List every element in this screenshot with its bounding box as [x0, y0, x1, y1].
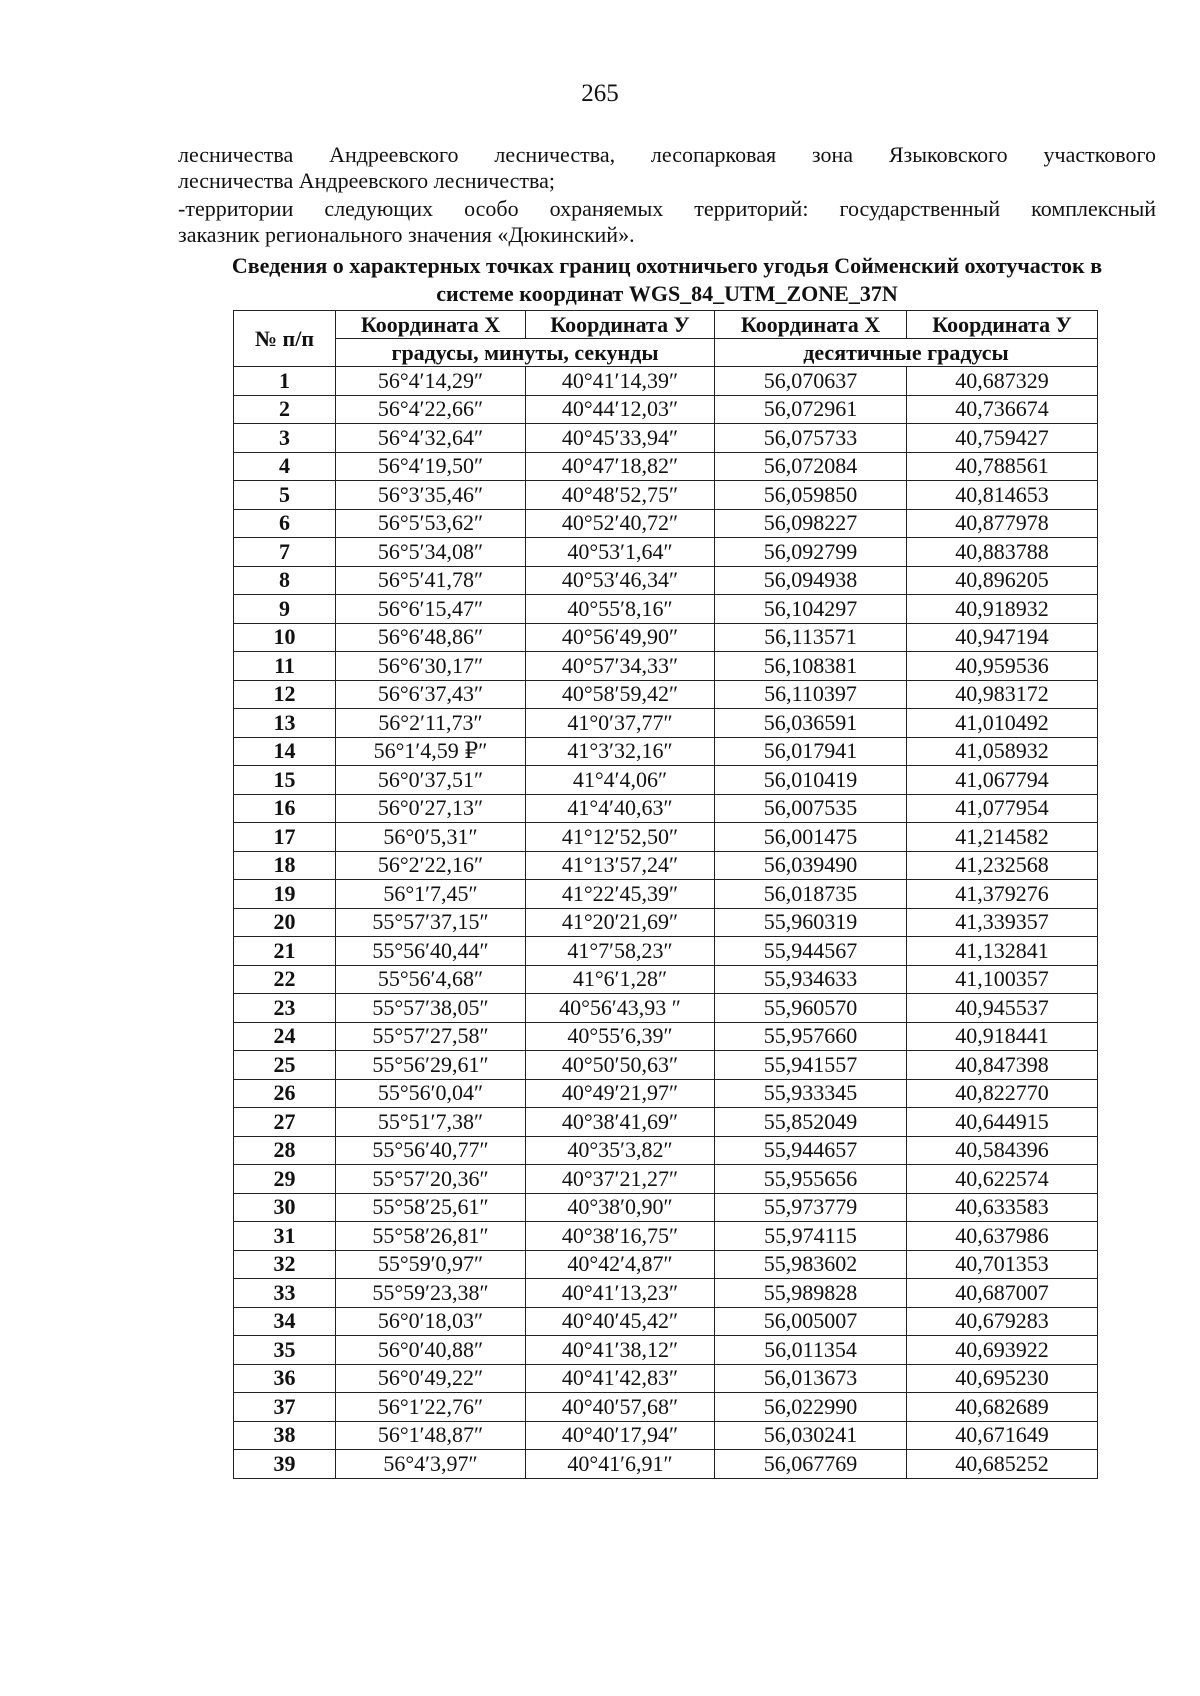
x-dms-cell: 56°6′37,43″ — [336, 680, 526, 709]
point-number-cell: 22 — [234, 965, 336, 994]
x-dms-cell: 55°59′23,38″ — [336, 1279, 526, 1308]
y-dms-cell: 40°42′4,87″ — [526, 1250, 715, 1279]
header-units-row — [234, 339, 1098, 367]
point-number-cell: 10 — [234, 623, 336, 652]
table-row — [234, 1393, 1098, 1422]
x-dms-cell: 56°6′30,17″ — [336, 652, 526, 681]
x-decimal-cell: 56,017941 — [715, 737, 907, 766]
y-decimal-cell: 41,214582 — [907, 823, 1098, 852]
x-dms-cell: 56°1′4,59 ₽″ — [336, 737, 526, 766]
y-decimal-cell: 40,671649 — [907, 1421, 1098, 1450]
y-decimal-cell: 40,918932 — [907, 595, 1098, 624]
x-decimal-cell: 56,072961 — [715, 395, 907, 424]
point-number-cell: 4 — [234, 452, 336, 481]
point-number-cell: 11 — [234, 652, 336, 681]
y-dms-cell: 40°52′40,72″ — [526, 509, 715, 538]
table-row — [234, 1336, 1098, 1365]
table-row — [234, 1279, 1098, 1308]
y-decimal-cell: 40,822770 — [907, 1079, 1098, 1108]
x-dms-cell: 56°6′48,86″ — [336, 623, 526, 652]
x-decimal-cell: 56,110397 — [715, 680, 907, 709]
table-row — [234, 709, 1098, 738]
header-row — [234, 311, 1098, 339]
x-decimal-cell: 55,973779 — [715, 1193, 907, 1222]
y-decimal-cell: 41,058932 — [907, 737, 1098, 766]
y-dms-cell: 40°35′3,82″ — [526, 1136, 715, 1165]
x-decimal-cell: 56,011354 — [715, 1336, 907, 1365]
x-decimal-cell: 56,108381 — [715, 652, 907, 681]
point-number-cell: 14 — [234, 737, 336, 766]
table-row — [234, 851, 1098, 880]
y-decimal-cell: 40,584396 — [907, 1136, 1098, 1165]
y-decimal-cell: 40,637986 — [907, 1222, 1098, 1251]
x-dms-cell: 55°57′38,05″ — [336, 994, 526, 1023]
y-dms-cell: 40°53′46,34″ — [526, 566, 715, 595]
heading-line: системе координат WGS_84_UTM_ZONE_37N — [436, 281, 898, 306]
y-decimal-cell: 41,077954 — [907, 794, 1098, 823]
y-decimal-cell: 40,736674 — [907, 395, 1098, 424]
table-row — [234, 766, 1098, 795]
point-number-cell: 28 — [234, 1136, 336, 1165]
point-number-cell: 3 — [234, 424, 336, 453]
y-dms-cell: 40°49′21,97″ — [526, 1079, 715, 1108]
table-row — [234, 1222, 1098, 1251]
y-decimal-cell: 40,959536 — [907, 652, 1098, 681]
x-dms-cell: 56°1′22,76″ — [336, 1393, 526, 1422]
header-x-dms: Координата Х — [336, 311, 526, 339]
x-dms-cell: 55°56′40,77″ — [336, 1136, 526, 1165]
x-decimal-cell: 55,960570 — [715, 994, 907, 1023]
y-decimal-cell: 40,679283 — [907, 1307, 1098, 1336]
x-decimal-cell: 56,022990 — [715, 1393, 907, 1422]
x-dms-cell: 56°5′34,08″ — [336, 538, 526, 567]
coordinates-table — [233, 310, 1098, 1479]
y-decimal-cell: 40,918441 — [907, 1022, 1098, 1051]
x-dms-cell: 56°5′53,62″ — [336, 509, 526, 538]
table-header — [234, 311, 1098, 367]
table-row — [234, 937, 1098, 966]
y-dms-cell: 41°4′4,06″ — [526, 766, 715, 795]
page-number: 265 — [581, 80, 619, 107]
x-dms-cell: 55°57′37,15″ — [336, 908, 526, 937]
y-dms-cell: 41°3′32,16″ — [526, 737, 715, 766]
x-decimal-cell: 56,067769 — [715, 1450, 907, 1479]
x-decimal-cell: 55,941557 — [715, 1051, 907, 1080]
y-dms-cell: 41°20′21,69″ — [526, 908, 715, 937]
x-decimal-cell: 55,934633 — [715, 965, 907, 994]
table-row — [234, 737, 1098, 766]
paragraph-line: лесничества Андреевского лесничества; — [178, 168, 556, 193]
table-row — [234, 595, 1098, 624]
heading-line: Сведения о характерных точках границ охотничьего угодья Сойменский охотучасток в — [231, 253, 1103, 278]
y-dms-cell: 40°41′6,91″ — [526, 1450, 715, 1479]
table-row — [234, 794, 1098, 823]
x-decimal-cell: 56,001475 — [715, 823, 907, 852]
y-dms-cell: 40°48′52,75″ — [526, 481, 715, 510]
y-decimal-cell: 40,945537 — [907, 994, 1098, 1023]
paragraph-forest-districts — [178, 142, 1156, 194]
table-row — [234, 1165, 1098, 1194]
point-number-cell: 24 — [234, 1022, 336, 1051]
x-dms-cell: 56°0′5,31″ — [336, 823, 526, 852]
y-decimal-cell: 40,695230 — [907, 1364, 1098, 1393]
y-dms-cell: 40°57′34,33″ — [526, 652, 715, 681]
x-dms-cell: 56°5′41,78″ — [336, 566, 526, 595]
point-number-cell: 17 — [234, 823, 336, 852]
y-dms-cell: 41°22′45,39″ — [526, 880, 715, 909]
point-number-cell: 13 — [234, 709, 336, 738]
header-y-decimal: Координата У — [907, 311, 1098, 339]
x-decimal-cell: 55,974115 — [715, 1222, 907, 1251]
x-decimal-cell: 55,960319 — [715, 908, 907, 937]
table-row — [234, 823, 1098, 852]
x-decimal-cell: 56,104297 — [715, 595, 907, 624]
y-decimal-cell: 40,693922 — [907, 1336, 1098, 1365]
x-decimal-cell: 55,852049 — [715, 1108, 907, 1137]
paragraph-line: заказник регионального значения «Дюкинский». — [178, 222, 635, 247]
y-decimal-cell: 40,759427 — [907, 424, 1098, 453]
y-decimal-cell: 40,682689 — [907, 1393, 1098, 1422]
table-row — [234, 880, 1098, 909]
table-row — [234, 965, 1098, 994]
y-decimal-cell: 40,687007 — [907, 1279, 1098, 1308]
x-decimal-cell: 56,007535 — [715, 794, 907, 823]
x-dms-cell: 55°57′20,36″ — [336, 1165, 526, 1194]
x-decimal-cell: 56,036591 — [715, 709, 907, 738]
point-number-cell: 1 — [234, 367, 336, 396]
point-number-cell: 36 — [234, 1364, 336, 1393]
y-dms-cell: 41°4′40,63″ — [526, 794, 715, 823]
point-number-cell: 20 — [234, 908, 336, 937]
table-heading — [178, 252, 1156, 308]
x-dms-cell: 56°4′3,97″ — [336, 1450, 526, 1479]
table-row — [234, 1108, 1098, 1137]
x-dms-cell: 56°4′22,66″ — [336, 395, 526, 424]
point-number-cell: 6 — [234, 509, 336, 538]
y-dms-cell: 40°44′12,03″ — [526, 395, 715, 424]
x-decimal-cell: 55,944657 — [715, 1136, 907, 1165]
table-row — [234, 1421, 1098, 1450]
point-number-cell: 32 — [234, 1250, 336, 1279]
x-dms-cell: 56°1′48,87″ — [336, 1421, 526, 1450]
x-decimal-cell: 56,018735 — [715, 880, 907, 909]
y-decimal-cell: 41,132841 — [907, 937, 1098, 966]
point-number-cell: 15 — [234, 766, 336, 795]
x-dms-cell: 56°4′14,29″ — [336, 367, 526, 396]
y-decimal-cell: 40,701353 — [907, 1250, 1098, 1279]
y-dms-cell: 40°45′33,94″ — [526, 424, 715, 453]
table-row — [234, 623, 1098, 652]
x-decimal-cell: 55,957660 — [715, 1022, 907, 1051]
point-number-cell: 21 — [234, 937, 336, 966]
x-decimal-cell: 56,039490 — [715, 851, 907, 880]
y-dms-cell: 41°7′58,23″ — [526, 937, 715, 966]
y-decimal-cell: 40,877978 — [907, 509, 1098, 538]
x-dms-cell: 56°0′37,51″ — [336, 766, 526, 795]
table-row — [234, 481, 1098, 510]
point-number-cell: 27 — [234, 1108, 336, 1137]
y-dms-cell: 41°13′57,24″ — [526, 851, 715, 880]
y-decimal-cell: 41,339357 — [907, 908, 1098, 937]
x-decimal-cell: 55,944567 — [715, 937, 907, 966]
x-dms-cell: 56°4′32,64″ — [336, 424, 526, 453]
y-dms-cell: 40°41′42,83″ — [526, 1364, 715, 1393]
y-dms-cell: 40°38′16,75″ — [526, 1222, 715, 1251]
header-y-dms: Координата У — [526, 311, 715, 339]
y-dms-cell: 41°12′52,50″ — [526, 823, 715, 852]
table-row — [234, 395, 1098, 424]
table-row — [234, 680, 1098, 709]
y-dms-cell: 40°41′13,23″ — [526, 1279, 715, 1308]
y-dms-cell: 40°56′43,93 ″ — [526, 994, 715, 1023]
paragraph-line: -территории следующих особо охраняемых территорий: государственный комплексный — [178, 196, 1156, 221]
x-dms-cell: 55°56′4,68″ — [336, 965, 526, 994]
header-decimal-units: десятичные градусы — [715, 339, 1098, 367]
x-decimal-cell: 56,098227 — [715, 509, 907, 538]
table-row — [234, 652, 1098, 681]
point-number-cell: 30 — [234, 1193, 336, 1222]
table-row — [234, 452, 1098, 481]
header-number: № п/п — [234, 311, 336, 367]
x-dms-cell: 55°56′40,44″ — [336, 937, 526, 966]
table-row — [234, 1307, 1098, 1336]
table-row — [234, 1193, 1098, 1222]
y-dms-cell: 40°55′8,16″ — [526, 595, 715, 624]
x-dms-cell: 56°0′49,22″ — [336, 1364, 526, 1393]
x-decimal-cell: 56,013673 — [715, 1364, 907, 1393]
y-dms-cell: 40°53′1,64″ — [526, 538, 715, 567]
point-number-cell: 9 — [234, 595, 336, 624]
x-decimal-cell: 56,005007 — [715, 1307, 907, 1336]
x-decimal-cell: 56,072084 — [715, 452, 907, 481]
point-number-cell: 2 — [234, 395, 336, 424]
table-row — [234, 367, 1098, 396]
paragraph-line: лесничества Андреевского лесничества, лесопарковая зона Языковского участкового — [178, 142, 1156, 167]
point-number-cell: 18 — [234, 851, 336, 880]
x-decimal-cell: 56,094938 — [715, 566, 907, 595]
x-decimal-cell: 55,955656 — [715, 1165, 907, 1194]
x-decimal-cell: 56,113571 — [715, 623, 907, 652]
x-decimal-cell: 56,059850 — [715, 481, 907, 510]
point-number-cell: 8 — [234, 566, 336, 595]
point-number-cell: 7 — [234, 538, 336, 567]
y-decimal-cell: 41,067794 — [907, 766, 1098, 795]
table-row — [234, 1079, 1098, 1108]
x-dms-cell: 55°56′29,61″ — [336, 1051, 526, 1080]
table-body — [234, 367, 1098, 1479]
x-dms-cell: 56°6′15,47″ — [336, 595, 526, 624]
y-decimal-cell: 40,814653 — [907, 481, 1098, 510]
point-number-cell: 26 — [234, 1079, 336, 1108]
table-row — [234, 538, 1098, 567]
y-decimal-cell: 40,896205 — [907, 566, 1098, 595]
point-number-cell: 34 — [234, 1307, 336, 1336]
point-number-cell: 29 — [234, 1165, 336, 1194]
point-number-cell: 19 — [234, 880, 336, 909]
x-dms-cell: 56°2′11,73″ — [336, 709, 526, 738]
y-dms-cell: 40°40′45,42″ — [526, 1307, 715, 1336]
y-dms-cell: 40°37′21,27″ — [526, 1165, 715, 1194]
x-dms-cell: 56°2′22,16″ — [336, 851, 526, 880]
x-decimal-cell: 55,983602 — [715, 1250, 907, 1279]
point-number-cell: 33 — [234, 1279, 336, 1308]
y-decimal-cell: 40,983172 — [907, 680, 1098, 709]
point-number-cell: 12 — [234, 680, 336, 709]
x-decimal-cell: 55,933345 — [715, 1079, 907, 1108]
x-dms-cell: 55°59′0,97″ — [336, 1250, 526, 1279]
x-decimal-cell: 55,989828 — [715, 1279, 907, 1308]
point-number-cell: 5 — [234, 481, 336, 510]
y-dms-cell: 40°58′59,42″ — [526, 680, 715, 709]
y-decimal-cell: 41,232568 — [907, 851, 1098, 880]
header-dms-units: градусы, минуты, секунды — [336, 339, 715, 367]
point-number-cell: 31 — [234, 1222, 336, 1251]
table-row — [234, 908, 1098, 937]
x-dms-cell: 55°56′0,04″ — [336, 1079, 526, 1108]
x-dms-cell: 56°1′7,45″ — [336, 880, 526, 909]
y-dms-cell: 40°38′0,90″ — [526, 1193, 715, 1222]
y-decimal-cell: 40,788561 — [907, 452, 1098, 481]
y-dms-cell: 41°0′37,77″ — [526, 709, 715, 738]
x-decimal-cell: 56,092799 — [715, 538, 907, 567]
x-dms-cell: 55°58′26,81″ — [336, 1222, 526, 1251]
y-decimal-cell: 41,100357 — [907, 965, 1098, 994]
y-dms-cell: 40°56′49,90″ — [526, 623, 715, 652]
y-dms-cell: 40°47′18,82″ — [526, 452, 715, 481]
point-number-cell: 23 — [234, 994, 336, 1023]
y-decimal-cell: 40,883788 — [907, 538, 1098, 567]
y-decimal-cell: 40,633583 — [907, 1193, 1098, 1222]
y-dms-cell: 40°40′17,94″ — [526, 1421, 715, 1450]
x-dms-cell: 56°0′40,88″ — [336, 1336, 526, 1365]
y-dms-cell: 40°41′38,12″ — [526, 1336, 715, 1365]
x-decimal-cell: 56,075733 — [715, 424, 907, 453]
x-decimal-cell: 56,070637 — [715, 367, 907, 396]
table-row — [234, 566, 1098, 595]
y-dms-cell: 40°41′14,39″ — [526, 367, 715, 396]
point-number-cell: 25 — [234, 1051, 336, 1080]
x-dms-cell: 55°51′7,38″ — [336, 1108, 526, 1137]
y-decimal-cell: 40,644915 — [907, 1108, 1098, 1137]
x-decimal-cell: 56,030241 — [715, 1421, 907, 1450]
table-row — [234, 1022, 1098, 1051]
point-number-cell: 37 — [234, 1393, 336, 1422]
y-dms-cell: 41°6′1,28″ — [526, 965, 715, 994]
y-decimal-cell: 40,622574 — [907, 1165, 1098, 1194]
table-row — [234, 1136, 1098, 1165]
x-decimal-cell: 56,010419 — [715, 766, 907, 795]
table-row — [234, 1450, 1098, 1479]
point-number-cell: 35 — [234, 1336, 336, 1365]
y-decimal-cell: 40,685252 — [907, 1450, 1098, 1479]
y-dms-cell: 40°38′41,69″ — [526, 1108, 715, 1137]
x-dms-cell: 56°3′35,46″ — [336, 481, 526, 510]
y-decimal-cell: 40,687329 — [907, 367, 1098, 396]
table-row — [234, 509, 1098, 538]
table-row — [234, 424, 1098, 453]
table-row — [234, 994, 1098, 1023]
x-dms-cell: 55°58′25,61″ — [336, 1193, 526, 1222]
y-dms-cell: 40°40′57,68″ — [526, 1393, 715, 1422]
y-decimal-cell: 41,379276 — [907, 880, 1098, 909]
y-decimal-cell: 40,847398 — [907, 1051, 1098, 1080]
x-dms-cell: 56°0′18,03″ — [336, 1307, 526, 1336]
y-decimal-cell: 40,947194 — [907, 623, 1098, 652]
paragraph-protected-areas — [178, 196, 1156, 248]
header-x-decimal: Координата Х — [715, 311, 907, 339]
table-row — [234, 1364, 1098, 1393]
x-dms-cell: 55°57′27,58″ — [336, 1022, 526, 1051]
x-dms-cell: 56°4′19,50″ — [336, 452, 526, 481]
x-dms-cell: 56°0′27,13″ — [336, 794, 526, 823]
table-row — [234, 1051, 1098, 1080]
point-number-cell: 38 — [234, 1421, 336, 1450]
point-number-cell: 16 — [234, 794, 336, 823]
y-decimal-cell: 41,010492 — [907, 709, 1098, 738]
y-dms-cell: 40°55′6,39″ — [526, 1022, 715, 1051]
point-number-cell: 39 — [234, 1450, 336, 1479]
y-dms-cell: 40°50′50,63″ — [526, 1051, 715, 1080]
table-row — [234, 1250, 1098, 1279]
